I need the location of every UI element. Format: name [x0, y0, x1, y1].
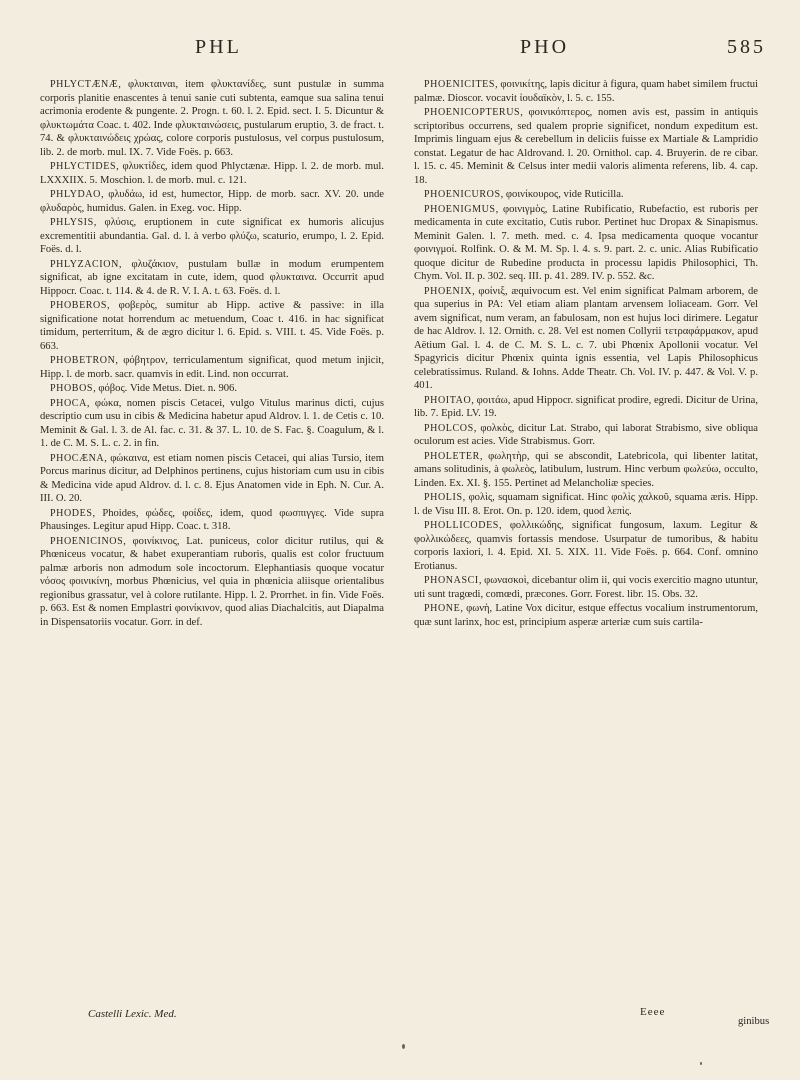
entry-text: , φοινικίτης, lapis dicitur à figura, quam habet similem fructui palmæ. Dioscor. vocavit ἰουδαϊκὸν, l. 5. c. 155.	[414, 79, 758, 104]
entry-headword: PHOENICOPTERUS	[424, 107, 521, 118]
entry-text: , φόβος. Vide Metus. Diet. n. 906.	[93, 383, 238, 394]
entry-headword: PHOENICINOS	[50, 535, 124, 547]
catchword: ginibus	[738, 1016, 770, 1027]
entry-headword: PHONASCI	[424, 575, 479, 586]
dictionary-entry	[414, 106, 758, 187]
entry-text: , φωνασκοὶ, dicebantur olim ii, qui vocis exercitio magno utuntur, uti sunt tragœdi, comœdi, præcones. Gorr. Forest. libr. 15. Obs. 32.	[414, 575, 758, 600]
page-number: 585	[727, 36, 766, 58]
entry-headword: PHONE	[424, 603, 461, 614]
entry-headword: PHOITAO	[424, 394, 472, 406]
entry-text: , φώκαινα, est etiam nomen piscis Cetacei, qui alias Tursio, item Porcus marinus dicitur, ad Delphinos pertinens, cujus historiam cum usu in cibis & Medicina vide apud Aldrov. d. l. c. 8. Ejus Anatomen vide in Eph. N. Cur. A. III. O. 20.	[40, 452, 384, 504]
entry-headword: PHLYDAO	[50, 189, 101, 200]
entry-headword: PHOENIGMUS	[424, 203, 496, 215]
right-column	[414, 78, 758, 630]
entry-headword: PHLYSIS	[50, 217, 94, 228]
entry-text: , Phoides, φώδες, φοίδες, idem, quod φωσπιγγες. Vide supra Phausinges. Legitur apud Hipp. Coac. t. 318.	[40, 507, 384, 532]
entry-headword: PHLYCTÆNÆ	[50, 79, 119, 90]
entry-headword: PHOCA	[50, 397, 87, 409]
entry-text: , φωνὴ, Latine Vox dicitur, estque effectus vocalium instrumentorum, quæ sunt larinx, hoc est, principium asperæ arteriæ cum suis cartila-	[414, 603, 758, 628]
dictionary-entry	[414, 422, 758, 449]
entry-text: , φοιτάω, apud Hippocr. significat prodire, egredi. Dicitur de Urina, lib. 7. Epid. LV. 19.	[414, 394, 758, 419]
entry-text: , φωλητὴρ, qui se abscondit, Latebricola, qui libenter latitat, amans solitudinis, à φωλεὸς, latibulum, lustrum. Hinc verbum φωλεύω, occulto, Linden. Ex. XI. §. 155. Pertinet ad Melancholiæ species.	[414, 450, 758, 489]
entry-text: , φώκα, nomen piscis Cetacei, vulgo Vitulus marinus dicti, cujus descriptio cum usu in cibis & Medicina habetur apud Aldrov. l. 1. de Cetis c. 10. Meminit & Gal. l. 3. de Al. fac. c. 31. & 37. L. 10. de S. Fac. §. Coagulum, & l. 1. de C. M. S. L. c. 2. in fin.	[40, 397, 384, 449]
entry-text: , φλυκταιναι, item φλυκτανίδες, sunt pustulæ in summa corporis planitie enascentes à tenui sanie cuti subtenta, eamque sua salina tenui acrimonia erodente & pungente. 2. Progn. t. 60. l. 2. Epid. sect. I. 5. Dicuntur & φλυκτωμάτα Coac. t. 402. Inde φλυκταινώσεις, pustularum eruptio, 3. de fract. t. 74. & φλυκταινώδεις χρώας, colore corporis pustulosus, vel corpus pustulosum, lib. 2. de morb. mul. IX. 7. Vide Foës. p. 663.	[40, 79, 384, 158]
entry-text: , φολὶς, squamam significat. Hinc φολὶς χαλκοῦ, squama æris. Hipp. l. de Visu III. 8. Erot. On. p. 120. idem, quod λεπὶς.	[414, 492, 758, 517]
entry-text: , φοβερὸς, sumitur ab Hipp. active & passive: in illa significatione notat horrendum ac metuendum, Coac t. 416. in hac significat timidum, perterritum, & de ægro dicitur l. 6. Epid. s. VIII. t. 45. Vide Foës. p. 663.	[40, 300, 384, 352]
entry-headword: PHOBEROS	[50, 300, 108, 311]
entry-headword: PHOLLICODES	[424, 520, 499, 531]
entry-headword: PHOCÆNA	[50, 452, 105, 464]
dictionary-entry	[40, 78, 384, 159]
ink-speck	[402, 1044, 405, 1049]
entry-text: , φοίνιξ, æquivocum est. Vel enim significat Palmam arborem, de qua superius in PA: Vel etiam aliam plantam arvensem loliaceam. Gorr. Vel avem significat, num veram, an fabulosam, non est hujus loci dirimere. Legatur de hac Aldrov. l. 12. Ornith. c. 28. Vel est nomen Collyrii τετραφάρμακον, apud Aëtium Gal. l. 4. de C. M. S. L. c. 7. ubi Phœnix Apollonii vocatur. Vel Spagyricis dicitur Phœnix quinta ignis essentia, vel Lapis Philosophicus celebratissimus. Ruland. & Iohns. Adde Theatr. Ch. Vol. IV. p. 447. & Vol. V. p. 401.	[414, 285, 758, 391]
dictionary-entry	[40, 452, 384, 506]
dictionary-entry	[414, 203, 758, 284]
dictionary-entry	[414, 602, 758, 629]
running-head-left: PHL	[195, 36, 242, 58]
ink-speck	[700, 1062, 702, 1065]
dictionary-entry	[40, 258, 384, 299]
dictionary-entry	[414, 285, 758, 393]
dictionary-entry	[414, 519, 758, 573]
dictionary-entry	[414, 394, 758, 421]
dictionary-entry	[414, 78, 758, 105]
entry-text: , φόβητρον, terriculamentum significat, quod metum injicit, Hipp. l. de morb. sacr. quamvis in edit. Lind. non occurrat.	[40, 355, 384, 380]
entry-text: , φολκὸς, dicitur Lat. Strabo, qui laborat Strabismo, sive obliqua oculorum est acies. Vide Strabismus. Gorr.	[414, 422, 758, 447]
left-column	[40, 78, 384, 630]
dictionary-entry	[40, 188, 384, 215]
entry-text: , φοινιγμὸς, Latine Rubificatio, Rubefactio, est ruboris per medicamenta in cute excitatio, Cutis rubor. Pertinet huc Dropax & Sinapismus. Meminit Galen. l. 7. meth. med. c. 4. Ipsa medicamenta quoque vocantur φοινιγμοί. Rolfink. O. & M. M. Sp. l. 4. s. 9. part. 2. c. unic. Alias Rubificatio quoque dicitur de Rubedine producta in processu lapidis Philosophici, Th. Chym. Vol. II. p. 302. seq. III. p. 41. 289. IV. p. 552. &c.	[414, 203, 758, 282]
dictionary-entry	[40, 354, 384, 381]
entry-text: , φοινίκουρος, vide Ruticilla.	[500, 189, 624, 200]
dictionary-entry	[414, 450, 758, 491]
entry-headword: PHOENIX	[424, 285, 473, 297]
entry-headword: PHODES	[50, 507, 93, 519]
entry-headword: PHOENICITES	[424, 79, 496, 90]
dictionary-entry	[40, 507, 384, 534]
entry-headword: PHOLCOS	[424, 422, 474, 434]
dictionary-entry	[414, 574, 758, 601]
entry-headword: PHLYCTIDES	[50, 161, 117, 172]
dictionary-entry	[414, 188, 758, 202]
entry-text: , φλυκτίδες, idem quod Phlyctænæ. Hipp. l. 2. de morb. mul. LXXXIIX. 5. Moschion. l. de morb. mul. c. 121.	[40, 161, 384, 186]
dictionary-entry	[40, 216, 384, 257]
entry-text: , φοινικόπτερος, nomen avis est, passim in antiquis scriptoribus occurrens, sed qualem proprie significet, nondum expeditum est. Imprimis linguam ejus & cerebellum in deliciis fuisse ex Martiale & Lampridio constat. Legatur de hac Aldrovand. l. 20. Ornithol. cap. 4. Bruyerin. de re cibar. l. 15. c. 45. Meminit & Celsus inter medii valoris alimenta referens, lib. 4. cap. 18.	[414, 107, 758, 186]
running-head-right: PHO	[520, 36, 570, 58]
footer-title: Castelli Lexic. Med.	[88, 1008, 177, 1020]
entry-text: , φλυζάκιον, pustulam bullæ in modum erumpentem significat, ab igne excitatam in cute, idem, quod φλυκταινα. Occurrit apud Hippocr. Coac. t. 114. & 4. de R. V. I. A. t. 63. Foës. d. l.	[40, 258, 384, 297]
entry-text: , φλυδάω, id est, humector, Hipp. de morb. sacr. XV. 20. unde φλυδαρὸς, humidus. Galen. in Exeg. voc. Hipp.	[40, 189, 384, 214]
entry-text: , φολλικώδης, significat fungosum, laxum. Legitur & φολλικώδεες, quamvis fortassis mendose. Usurpatur de tumoribus, & habitu corporis laxiori, l. 4. Epid. XI. 5. XIX. 11. Vide Foës. p. 664. Conf. omnino Erotianus.	[414, 520, 758, 572]
entry-headword: PHOBOS	[50, 383, 94, 394]
signature-mark: Eeee	[640, 1006, 666, 1018]
entry-headword: PHOBETRON	[50, 355, 116, 366]
entry-headword: PHOLETER	[424, 450, 480, 462]
dictionary-entry	[40, 382, 384, 396]
entry-text: , φλύσις, eruptionem in cute significat ex humoris alicujus excrementitii abundantia. Gal. d. l. à verbo φλύζω, scaturio, erumpo, l. 2. Epid. Foës. d. l.	[40, 217, 384, 255]
entry-headword: PHOENICUROS	[424, 189, 501, 200]
entry-headword: PHLYZACION	[50, 258, 119, 270]
dictionary-entry	[40, 299, 384, 353]
dictionary-entry	[40, 397, 384, 451]
dictionary-entry	[40, 160, 384, 187]
entry-text: , φοινίκινος, Lat. puniceus, color dicitur rutilus, qui & Phœniceus vocatur, & habet exuperantiam ruboris, qualis est color fructuum palmæ arboris non admodum sole incoctorum. Elephantiasis quoque vocatur νόσος φοινικίνη, morbus Phœnicius, vel quia in phœnicia aliisque orientalibus regionibus grassatur, vel à colore rutilante. Hipp. l. 2. Prorrhet. in fin. Vide Foës. p. 663. Est & nomen Emplastri φοινίκινον, quod alias Diachalcitis, aut Diapalma in Dispensatoriis vocatur. Gorr. in def.	[40, 535, 384, 628]
dictionary-entry	[40, 535, 384, 630]
entry-headword: PHOLIS	[424, 492, 463, 503]
dictionary-entry	[414, 491, 758, 518]
